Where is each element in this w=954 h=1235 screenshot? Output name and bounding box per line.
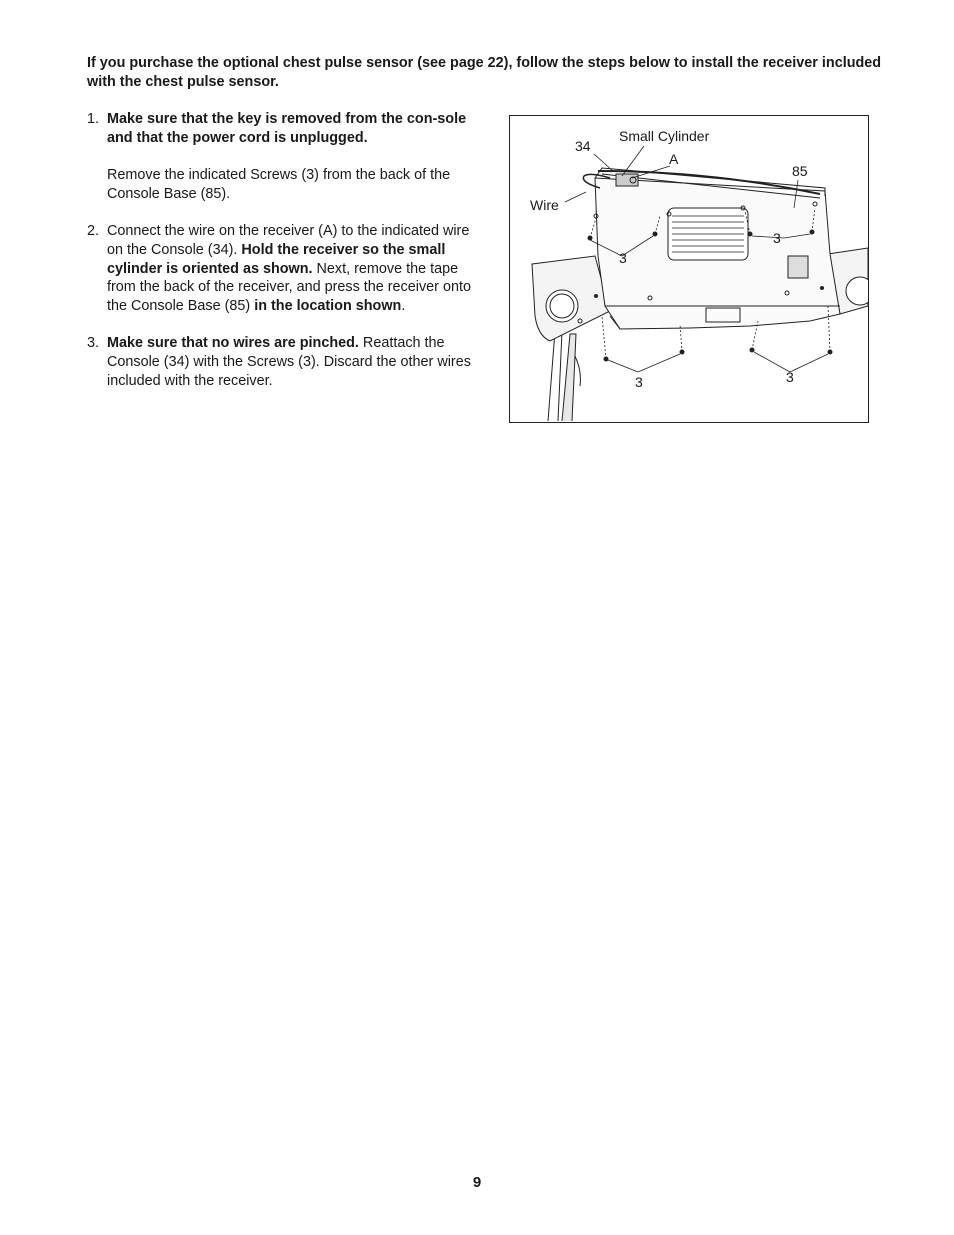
instruction-steps — [87, 110, 487, 409]
step-number: 1. — [87, 111, 100, 127]
step-3-text: Reattach the Console (34) with the Screws (3). Discard the other wires included with the receiver. — [107, 335, 471, 389]
step-2-bold-a: Hold the receiver so the small cylinder is oriented as shown. — [107, 241, 446, 277]
step-2-text-a: Connect the wire on the receiver (A) to the indicated wire on the Console (34). — [107, 223, 470, 258]
step-2-text-c: . — [401, 297, 406, 314]
callout-small-cylinder: Small Cylinder — [619, 128, 710, 144]
step-number: 3. — [87, 335, 100, 352]
callout-screw: 3 — [786, 369, 794, 385]
page-number: 9 — [472, 1174, 482, 1191]
callout-screw: 3 — [773, 230, 781, 246]
callout-console: 34 — [575, 138, 591, 154]
step-2-text-b: Next, remove the tape from the back of the receiver, and press the receiver onto the Console Base (85) — [107, 260, 471, 314]
step-3 — [87, 334, 487, 390]
callout-wire: Wire — [530, 197, 559, 213]
callout-console-base: 85 — [792, 163, 808, 179]
callout-screw: 3 — [635, 374, 643, 390]
step-3-warning: Make sure that no wires are pinched. — [107, 335, 359, 352]
step-1 — [87, 110, 487, 203]
step-1-text: Remove the indicated Screws (3) from the back of the Console Base (85). — [107, 167, 451, 202]
console-illustration — [510, 116, 869, 423]
console-diagram — [509, 115, 869, 423]
intro-text: If you purchase the optional chest pulse sensor (see page 22), follow the steps below to install the receiver included with the chest pulse sensor. — [87, 55, 882, 90]
callout-receiver: A — [669, 151, 679, 167]
callout-screw: 3 — [619, 250, 627, 266]
step-2 — [87, 222, 487, 315]
step-1-warning: Make sure that the key is removed from the con-sole and that the power cord is unplugged. — [107, 111, 467, 146]
step-number: 2. — [87, 223, 100, 240]
step-2-bold-b: in the location shown — [254, 297, 402, 314]
